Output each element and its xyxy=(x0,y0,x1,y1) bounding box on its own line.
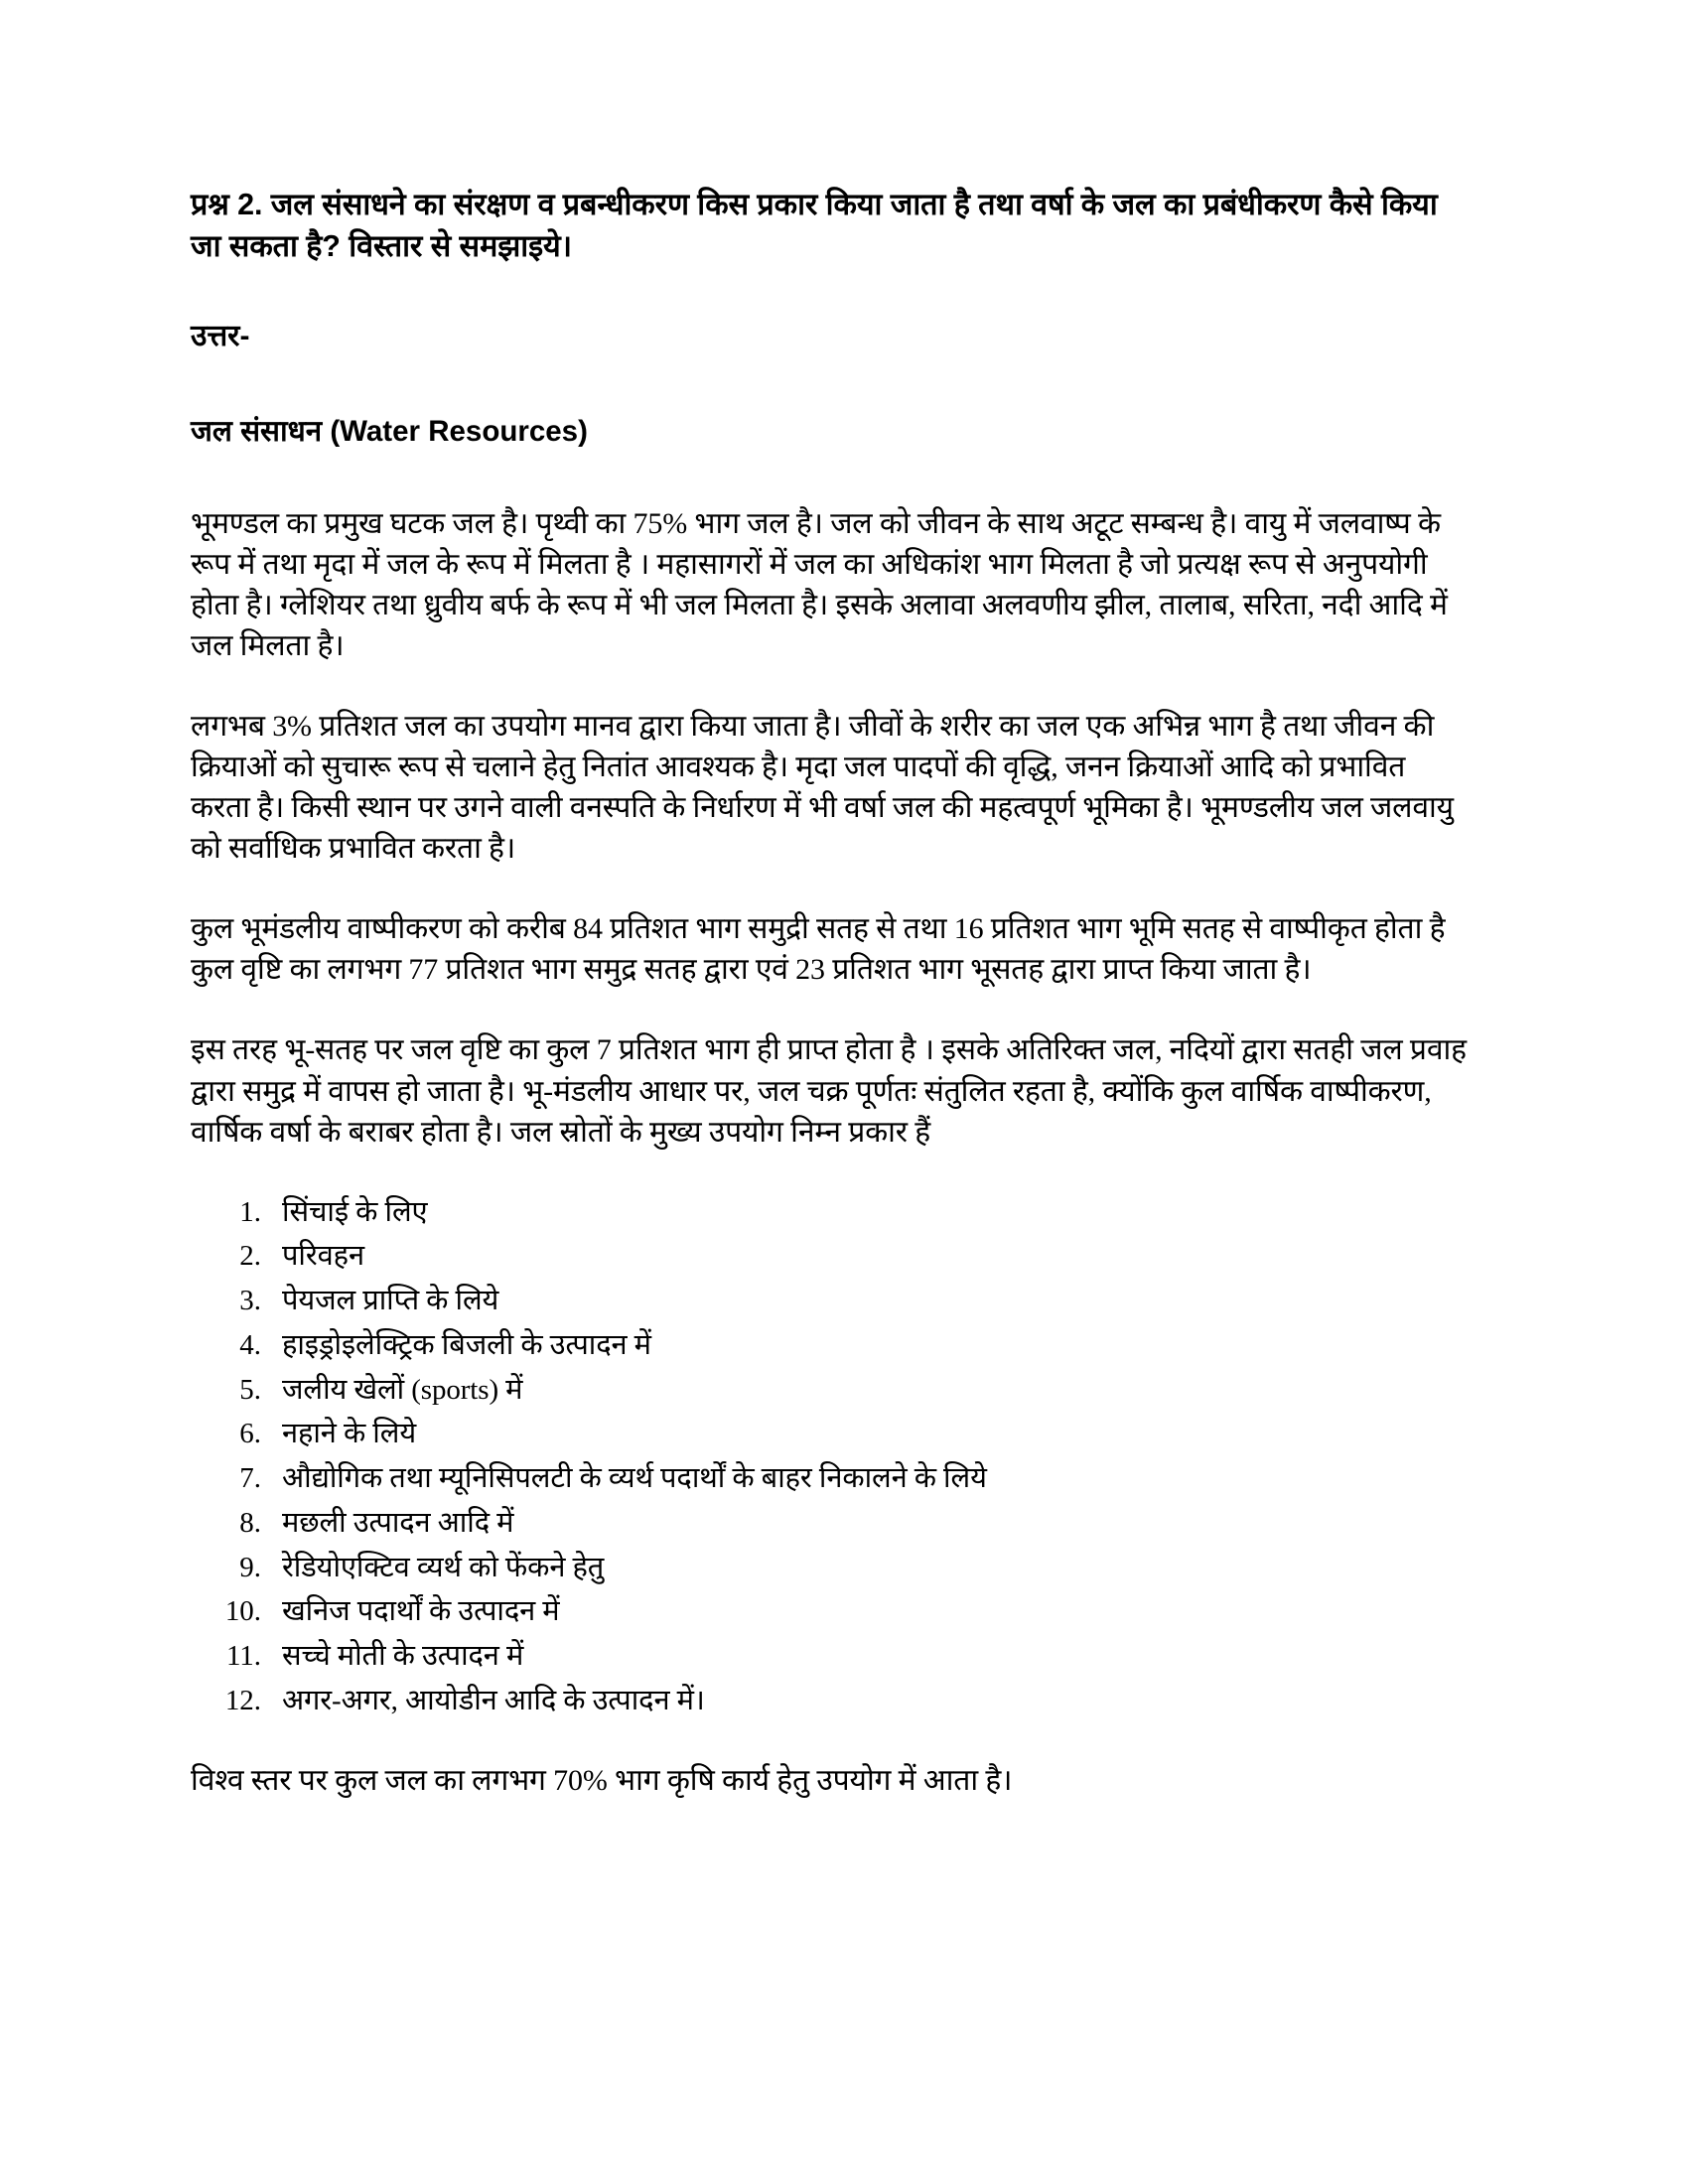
list-item: 5. जलीय खेलों (sports) में xyxy=(268,1370,1467,1412)
list-item: 6. नहाने के लिये xyxy=(268,1414,1467,1455)
list-item: 9. रेडियोएक्टिव व्यर्थ को फेंकने हेतु xyxy=(268,1548,1467,1589)
question-heading-line-1: प्रश्न 2. जल संसाधने का संरक्षण व प्रबन्धीकरण किस प्रकार किया जाता है तथा वर्षा के जल का xyxy=(191,188,1196,221)
document-content xyxy=(191,184,1467,1801)
closing-paragraph: विश्व स्तर पर कुल जल का लगभग 70% भाग कृषि कार्य हेतु उपयोग में आता है। xyxy=(191,1763,1013,1797)
question-heading-line-2: प्रबंधीकरण कैसे किया जा सकता है? विस्तार से समझाइये। xyxy=(191,188,1438,264)
list-item: 4. हाइड्रोइलेक्ट्रिक बिजली के उत्पादन में xyxy=(268,1325,1467,1367)
list-item: 8. मछली उत्पादन आदि में xyxy=(268,1503,1467,1545)
paragraph-3: कुल भूमंडलीय वाष्पीकरण को करीब 84 प्रतिशत भाग समुद्री सतह से तथा 16 प्रतिशत भाग भूमि सतह से वाष्पीकृत होता है कुल वृष्टि का लगभग 77 प्रतिशत भाग समुद्र सतह द्वारा एवं 23 प्रतिशत भाग भूसतह द्वारा प्राप्त किया जाता है। xyxy=(191,912,1446,987)
list-item: 3. पेयजल प्राप्ति के लिये xyxy=(268,1281,1467,1322)
list-item: 7. औद्योगिक तथा म्यूनिसिपलटी के व्यर्थ पदार्थों के बाहर निकालने के लिये xyxy=(268,1458,1467,1500)
water-usage-list xyxy=(191,1192,1467,1722)
list-item: 1. सिंचाई के लिए xyxy=(268,1192,1467,1234)
paragraph-2: लगभब 3% प्रतिशत जल का उपयोग मानव द्वारा किया जाता है। जीवों के शरीर का जल एक अभिन्न भाग है तथा जीवन की क्रियाओं को सुचारू रूप से चलाने हेतु नितांत आवश्यक है। मृदा जल पादपों की वृद्धि, जनन क्रियाओं आदि को प्रभावित करता है। किसी स्थान पर उगने वाली वनस्पति के निर्धारण में भी वर्षा जल की महत्वपूर्ण भूमिका है। भूमण्डलीय जल जलवायु को सर्वाधिक प्रभावित करता है। xyxy=(191,709,1454,866)
list-item: 12. अगर-अगर, आयोडीन आदि के उत्पादन में। xyxy=(268,1681,1467,1722)
list-item: 11. सच्चे मोती के उत्पादन में xyxy=(268,1636,1467,1678)
list-item: 2. परिवहन xyxy=(268,1236,1467,1278)
paragraph-1: भूमण्डल का प्रमुख घटक जल है। पृथ्वी का 75% भाग जल है। जल को जीवन के साथ अटूट सम्बन्ध है। वायु में जलवाष्प के रूप में तथा मृदा में जल के रूप में मिलता है । महासागरों में जल का अधिकांश भाग मिलता है जो प्रत्यक्ष रूप से अनुपयोगी होता है। ग्लेशियर तथा ध्रुवीय बर्फ के रूप में भी जल मिलता है। इसके अलावा अलवणीय झील, तालाब, सरिता, नदी आदि में जल मिलता है। xyxy=(191,506,1448,662)
question-heading xyxy=(191,184,1467,267)
paragraph-4: इस तरह भू-सतह पर जल वृष्टि का कुल 7 प्रतिशत भाग ही प्राप्त होता है । इसके अतिरिक्त जल, नदियों द्वारा सतही जल प्रवाह द्वारा समुद्र में वापस हो जाता है। भू-मंडलीय आधार पर, जल चक्र पूर्णतः संतुलित रहता है, क्योंकि कुल वार्षिक वाष्पीकरण, वार्षिक वर्षा के बराबर होता है। जल स्रोतों के मुख्य उपयोग निम्न प्रकार हैं xyxy=(191,1033,1467,1149)
list-item: 10. खनिज पदार्थों के उत्पादन में xyxy=(268,1591,1467,1633)
section-heading-water-resources: जल संसाधन (Water Resources) xyxy=(191,415,588,449)
answer-label: उत्तर- xyxy=(191,320,250,353)
